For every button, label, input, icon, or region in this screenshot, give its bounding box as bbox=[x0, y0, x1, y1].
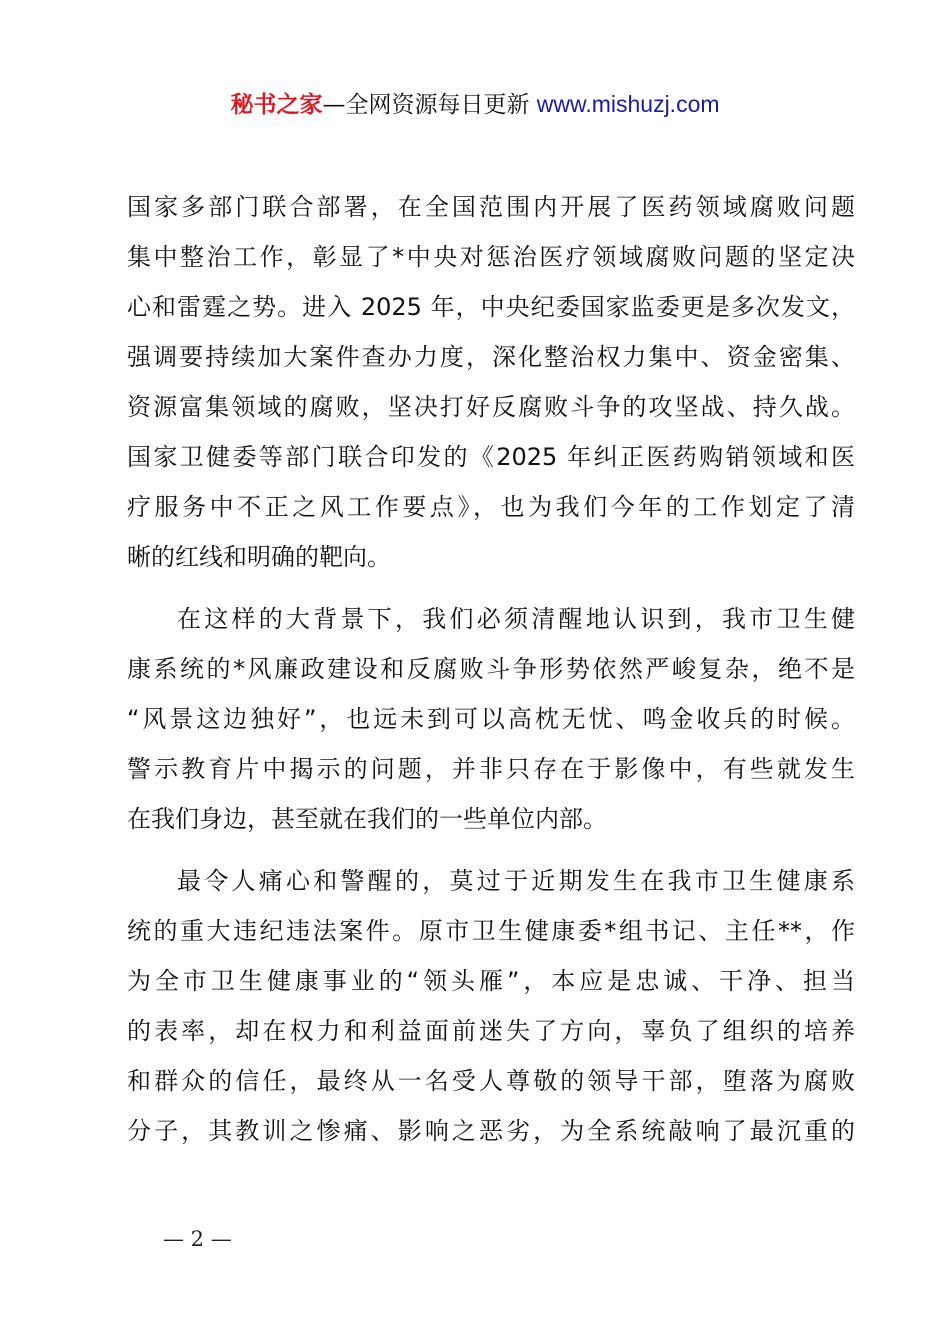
text-line: “风景这边独好”，也远未到可以高枕无忧、鸣金收兵的时候。 bbox=[127, 705, 855, 733]
text-line: 国家卫健委等部门联合印发的《2025 年纠正医药购销领域和医 bbox=[127, 443, 855, 471]
text-line: 的表率，却在权力和利益面前迷失了方向，辜负了组织的培养 bbox=[127, 1017, 855, 1045]
paragraph-3 bbox=[127, 856, 855, 1156]
site-url-link[interactable]: www.mishuzj.com bbox=[536, 91, 720, 117]
document-body bbox=[127, 182, 855, 1168]
text-line: 为全市卫生健康事业的“领头雁”，本应是忠诚、干净、担当 bbox=[127, 967, 855, 995]
text-line: 分子，其教训之惨痛、影响之恶劣，为全系统敲响了最沉重的 bbox=[127, 1117, 855, 1145]
text-line: 在我们身边，甚至就在我们的一些单位内部。 bbox=[127, 805, 607, 833]
site-brand: 秘书之家 bbox=[230, 92, 323, 118]
text-line: 资源富集领域的腐败，坚决打好反腐败斗争的攻坚战、持久战。 bbox=[127, 393, 855, 421]
paragraph-1 bbox=[127, 182, 855, 582]
text-line: 心和雷霆之势。进入 2025 年，中央纪委国家监委更是多次发文， bbox=[127, 293, 855, 321]
text-line: 晰的红线和明确的靶向。 bbox=[127, 543, 391, 571]
text-line: 康系统的*风廉政建设和反腐败斗争形势依然严峻复杂，绝不是 bbox=[127, 655, 855, 683]
page-number: — 2 — bbox=[163, 1227, 232, 1251]
text-line: 在这样的大背景下，我们必须清醒地认识到，我市卫生健 bbox=[177, 605, 855, 633]
paragraph-2 bbox=[127, 594, 855, 844]
text-line: 和群众的信任，最终从一名受人尊敬的领导干部，堕落为腐败 bbox=[127, 1067, 855, 1095]
text-line: 最令人痛心和警醒的，莫过于近期发生在我市卫生健康系 bbox=[177, 867, 855, 895]
text-line: 集中整治工作，彰显了*中央对惩治医疗领域腐败问题的坚定决 bbox=[127, 243, 855, 271]
text-line: 疗服务中不正之风工作要点》，也为我们今年的工作划定了清 bbox=[127, 493, 855, 521]
site-tagline: —全网资源每日更新 bbox=[322, 92, 537, 118]
text-line: 警示教育片中揭示的问题，并非只存在于影像中，有些就发生 bbox=[127, 755, 855, 783]
text-line: 强调要持续加大案件查办力度，深化整治权力集中、资金密集、 bbox=[127, 343, 855, 371]
text-line: 统的重大违纪违法案件。原市卫生健康委*组书记、主任**，作 bbox=[127, 917, 855, 945]
site-header bbox=[0, 86, 950, 123]
text-line: 国家多部门联合部署，在全国范围内开展了医药领域腐败问题 bbox=[127, 193, 855, 221]
